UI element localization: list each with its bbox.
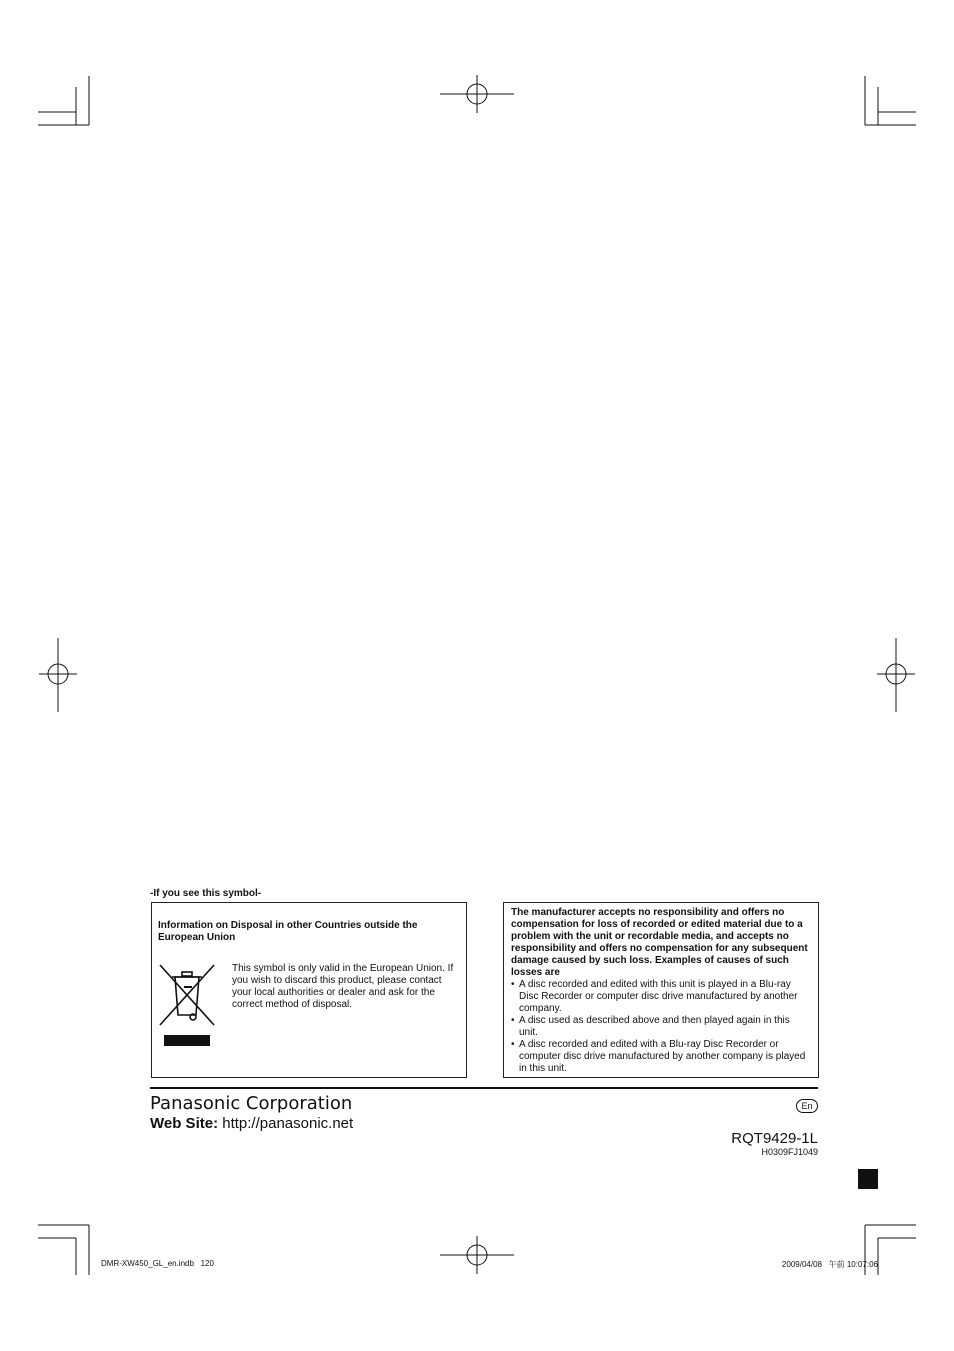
disposal-info-box	[151, 902, 467, 1078]
list-item: • A disc used as described above and then played again in this unit.	[511, 1015, 811, 1039]
footer-rule	[150, 1087, 818, 1089]
website-label: Web Site:	[150, 1115, 219, 1132]
list-item: • A disc recorded and edited with this unit is played in a Blu-ray Disc Recorder or computer disc drive manufactured by another company.	[511, 979, 811, 1015]
company-name: Panasonic Corporation	[150, 1093, 353, 1114]
responsibility-list	[511, 979, 811, 1075]
disposal-info-title: Information on Disposal in other Countries outside the European Union	[158, 920, 418, 943]
disposal-info-body: This symbol is only valid in the European Union. If you wish to discard this product, please contact your local authorities or dealer and ask for the correct method of disposal.	[232, 963, 454, 1010]
symbol-caption: -If you see this symbol-	[150, 888, 262, 899]
list-item: • A disc recorded and edited with a Blu-ray Disc Recorder or computer disc drive manufactured by another company is played in this unit.	[511, 1039, 811, 1075]
website-line	[150, 1115, 353, 1132]
black-marker-square	[858, 1169, 878, 1189]
print-code: H0309FJ1049	[761, 1147, 818, 1157]
responsibility-box	[503, 902, 819, 1078]
footer-file-info: DMR-XW450_GL_en.indb 120	[101, 1259, 214, 1268]
website-url[interactable]: http://panasonic.net	[222, 1115, 354, 1132]
footer-timestamp: 2009/04/08 午前 10:07:06	[781, 1260, 878, 1269]
model-number: RQT9429-1L	[731, 1130, 818, 1147]
crossed-out-wheelie-bin-icon	[158, 963, 216, 1049]
language-badge: En	[796, 1099, 818, 1113]
responsibility-title: The manufacturer accepts no responsibility and offers no compensation for loss of recorded or edited material due to a problem with the unit or recordable media, and accepts no responsibility and offers no compensation for any subsequent damage caused by such loss. Examples of causes of such losses are	[511, 907, 808, 978]
